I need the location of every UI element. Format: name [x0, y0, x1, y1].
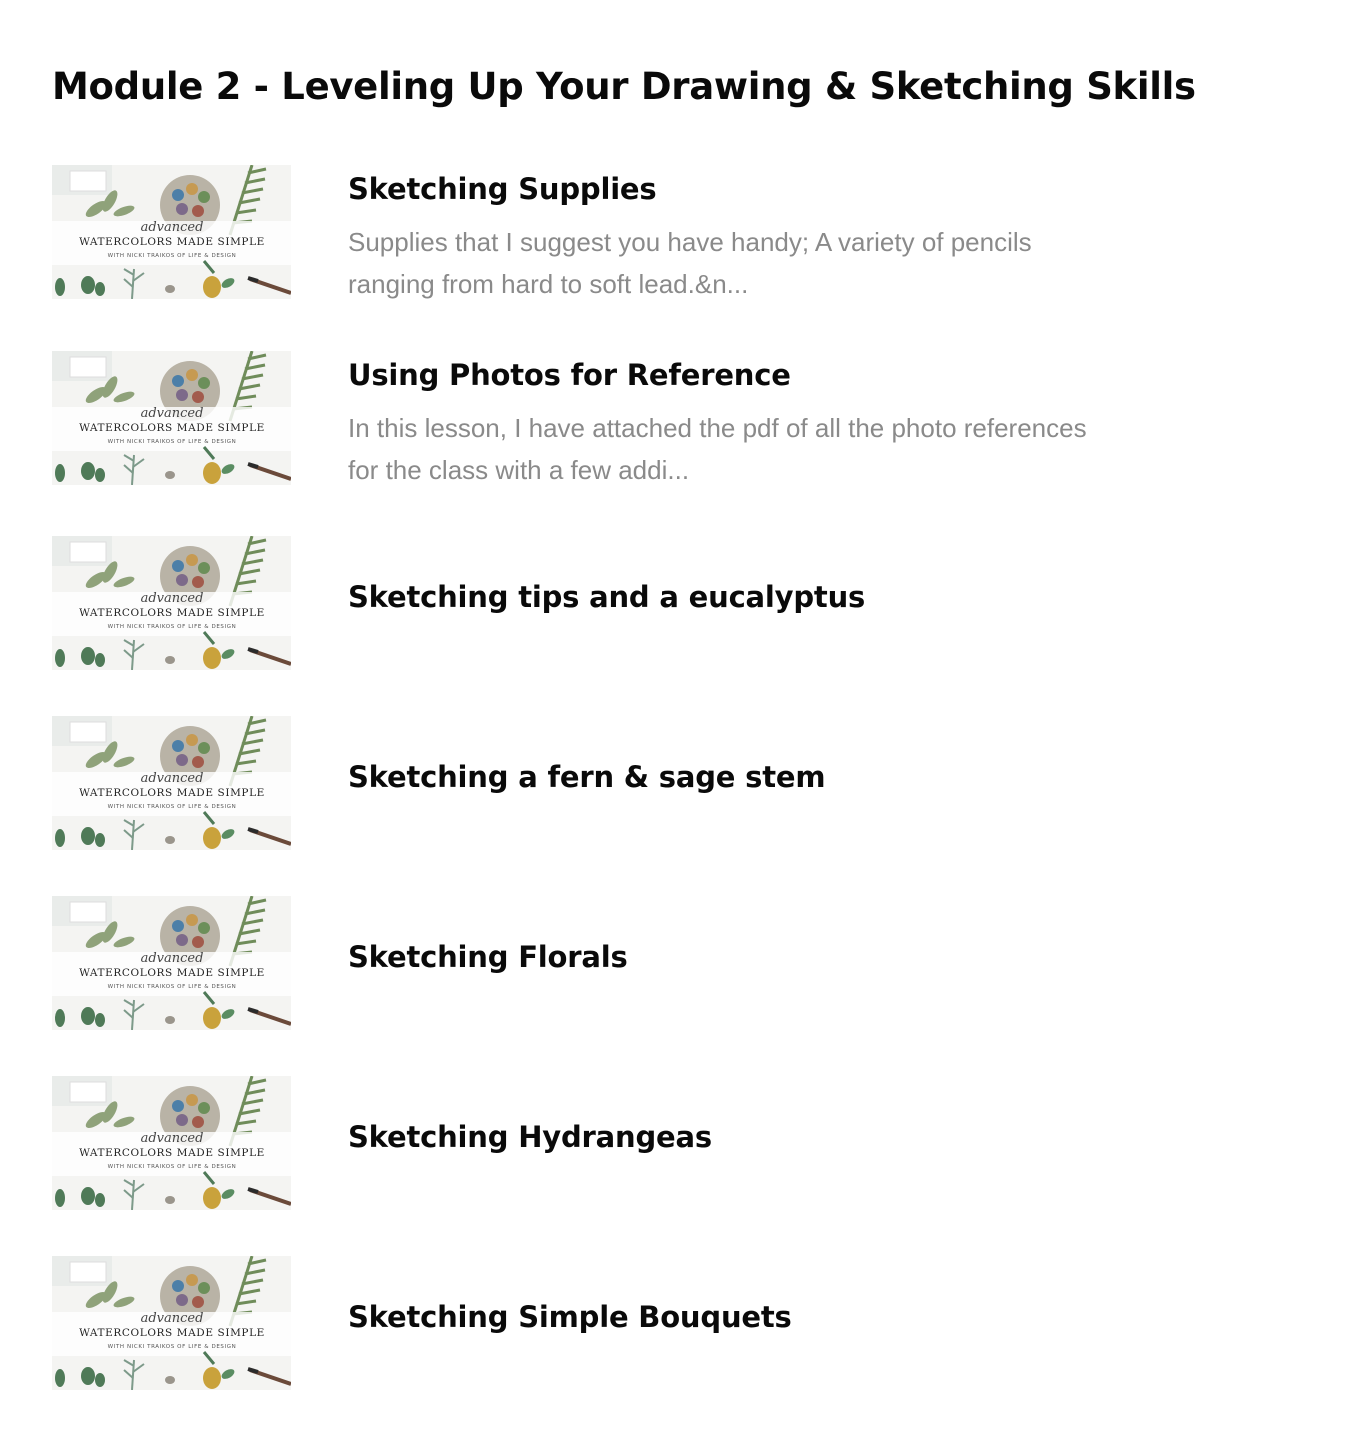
lesson-item-sketching-tips-eucalyptus[interactable] [52, 536, 1292, 670]
lesson-item-sketching-simple-bouquets[interactable] [52, 1256, 1292, 1390]
module-title: Module 2 - Leveling Up Your Drawing & Sketching Skills [52, 65, 1196, 108]
lesson-thumbnail[interactable] [52, 716, 291, 850]
svg-text:advanced: advanced [140, 220, 204, 235]
lesson-title[interactable]: Sketching Florals [348, 940, 628, 974]
lesson-title[interactable]: Sketching a fern & sage stem [348, 760, 826, 794]
lesson-item-sketching-florals[interactable] [52, 896, 1292, 1030]
lesson-thumbnail[interactable] [52, 1076, 291, 1210]
svg-text:advanced: advanced [140, 591, 204, 606]
svg-text:advanced: advanced [140, 1131, 204, 1146]
lesson-title[interactable]: Sketching Hydrangeas [348, 1120, 712, 1154]
svg-text:advanced: advanced [140, 406, 204, 421]
lesson-thumbnail[interactable] [52, 1256, 291, 1390]
svg-text:WATERCOLORS MADE SIMPLE: WATERCOLORS MADE SIMPLE [79, 607, 265, 619]
svg-text:WATERCOLORS MADE SIMPLE: WATERCOLORS MADE SIMPLE [79, 422, 265, 434]
lesson-description: In this lesson, I have attached the pdf of all the photo references for the class with a few addi... [348, 413, 1087, 485]
lesson-thumbnail[interactable] [52, 165, 291, 299]
svg-text:WATERCOLORS MADE SIMPLE: WATERCOLORS MADE SIMPLE [79, 787, 265, 799]
watercolor-thumbnail-art [52, 1256, 291, 1390]
watercolor-thumbnail-art [52, 716, 291, 850]
svg-text:WATERCOLORS MADE SIMPLE: WATERCOLORS MADE SIMPLE [79, 236, 265, 248]
lesson-thumbnail[interactable] [52, 536, 291, 670]
svg-text:WITH NICKI TRAIKOS OF LIFE & D: WITH NICKI TRAIKOS OF LIFE & DESIGN [107, 253, 237, 259]
svg-text:WITH NICKI TRAIKOS OF LIFE & D: WITH NICKI TRAIKOS OF LIFE & DESIGN [107, 1164, 237, 1170]
svg-text:WATERCOLORS MADE SIMPLE: WATERCOLORS MADE SIMPLE [79, 1147, 265, 1159]
watercolor-thumbnail-art [52, 896, 291, 1030]
lesson-item-sketching-fern-sage[interactable] [52, 716, 1292, 850]
svg-text:WITH NICKI TRAIKOS OF LIFE & D: WITH NICKI TRAIKOS OF LIFE & DESIGN [107, 1344, 237, 1350]
svg-text:WITH NICKI TRAIKOS OF LIFE & D: WITH NICKI TRAIKOS OF LIFE & DESIGN [107, 984, 237, 990]
svg-text:advanced: advanced [140, 771, 204, 786]
svg-text:WATERCOLORS MADE SIMPLE: WATERCOLORS MADE SIMPLE [79, 967, 265, 979]
lesson-item-using-photos-for-reference[interactable] [52, 351, 1292, 487]
lesson-title[interactable]: Sketching Supplies [348, 172, 657, 206]
lesson-thumbnail[interactable] [52, 351, 291, 485]
lesson-title[interactable]: Sketching tips and a eucalyptus [348, 580, 866, 614]
svg-text:WITH NICKI TRAIKOS OF LIFE & D: WITH NICKI TRAIKOS OF LIFE & DESIGN [107, 624, 237, 630]
lesson-item-sketching-supplies[interactable] [52, 165, 1292, 301]
watercolor-thumbnail-art [52, 536, 291, 670]
lesson-item-sketching-hydrangeas[interactable] [52, 1076, 1292, 1210]
lesson-thumbnail[interactable] [52, 896, 291, 1030]
watercolor-thumbnail-art [52, 165, 291, 299]
watercolor-thumbnail-art [52, 1076, 291, 1210]
svg-text:advanced: advanced [140, 1311, 204, 1326]
svg-text:WITH NICKI TRAIKOS OF LIFE & D: WITH NICKI TRAIKOS OF LIFE & DESIGN [107, 804, 237, 810]
lesson-title[interactable]: Sketching Simple Bouquets [348, 1300, 792, 1334]
svg-text:WATERCOLORS MADE SIMPLE: WATERCOLORS MADE SIMPLE [79, 1327, 265, 1339]
svg-text:advanced: advanced [140, 951, 204, 966]
lesson-description: Supplies that I suggest you have handy; A variety of pencils ranging from hard to soft lead.&n... [348, 227, 1032, 299]
watercolor-thumbnail-art [52, 351, 291, 485]
svg-text:WITH NICKI TRAIKOS OF LIFE & D: WITH NICKI TRAIKOS OF LIFE & DESIGN [107, 439, 237, 445]
lesson-title[interactable]: Using Photos for Reference [348, 358, 791, 392]
